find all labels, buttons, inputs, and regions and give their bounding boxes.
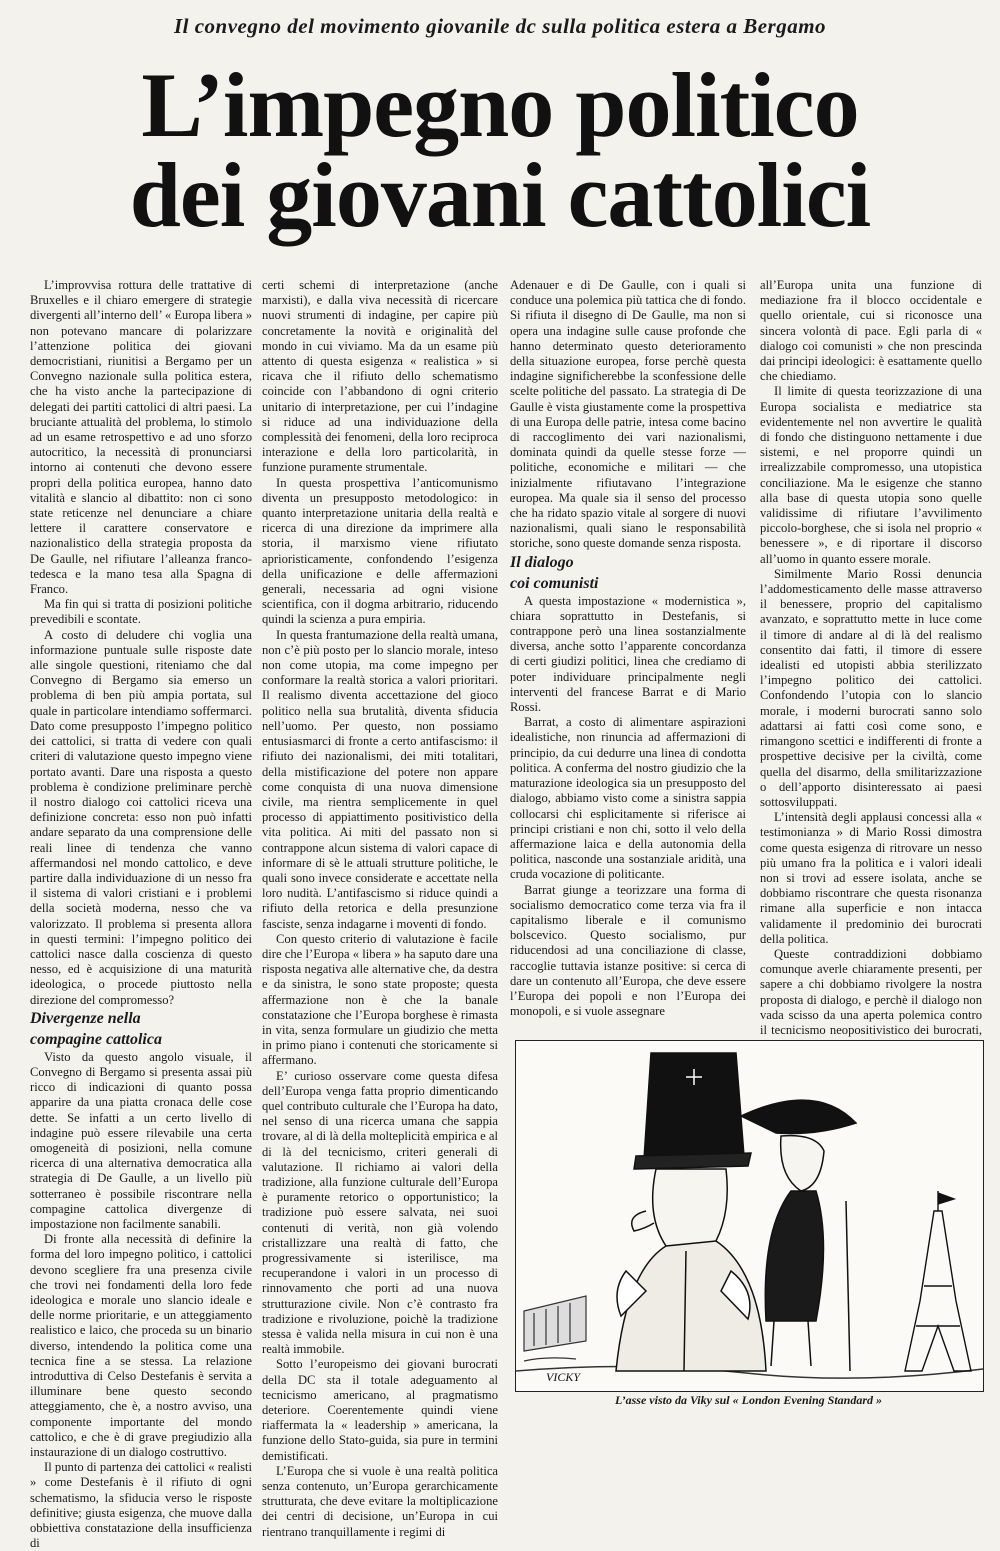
paragraph: Il punto di partenza dei cattolici « realisti » come Destefanis è il rifiuto di ogni schematismo, la sfiducia verso le risposte definitive; giusta esigenza, che muove dalla obbiettiva constatazione della insufficienza di bbox=[30, 1460, 252, 1551]
headline-line-2: dei giovani cattolici bbox=[129, 144, 871, 246]
cartoon-illustration bbox=[515, 1040, 984, 1392]
eiffel-tower-drawing bbox=[905, 1191, 971, 1371]
tall-figure bbox=[616, 1053, 766, 1371]
paragraph: Similmente Mario Rossi denuncia l’addomesticamento delle masse attraverso il benessere, proprio del capitalismo avanzato, e soprattutto mette in luce come il timore di andare al di là del realismo consentito dai fatti, il timore di essere idealisti ed utopisti abbia sterilizzato l’impegno politico dei cattolici. Confondendo l’utopia con lo slancio morale, i moderni burocrati sanno solo adattarsi ai fatti così come sono, e rimangono scettici e indifferenti di fronte a prospettive decisive per la civiltà, come quella del disarmo, della smilitarizzazione o dell’apporto disinteressato ai paesi sottosviluppati. bbox=[760, 566, 982, 809]
paragraph: In questa frantumazione della realtà umana, non c’è più posto per lo slancio morale, inteso non come utopia, ma come impegno per conformare la realtà storica a valori prioritari. Il realismo diventa accettazione del gioco politico nella sua brutalità, diventa sfiducia nell’uomo. Per questo, non possiamo entusiasmarci di fronte a certo antifascismo: il rifiuto dei nazionalismi, dei miti totalitari, della mistificazione del potere non appare come conquista di una nuova dimensione civile, ma rientra semplicemente in quel processo di appiattimento positivistico della vita politica. Ai miti del passato non si contrappone alcun sistema di valori capace di informare di sè le attuali strutture politiche, le quali sono invece considerate e accettate nella loro nudità. L’antifascismo si riduce quindi a rifiuto della retorica e della presunzione fasciste, senza indagarne i moventi di fondo. bbox=[262, 627, 498, 931]
paragraph: Visto da questo angolo visuale, il Convegno di Bergamo si presenta assai più ricco di indicazioni di quanto possa apparire da una piatta cronaca delle cose dette. Se infatti a un certo livello di indagine può essere rilevabile una certa omogeneità di posizioni, nella comune ricerca di una alternativa democratica alla strategia di De Gaulle, a un livello più sotterraneo è possibile riscontrare nella compagine cattolica divergenze di impostazione non facilmente sanabili. bbox=[30, 1049, 252, 1231]
paragraph: L’intensità degli applausi concessi alla « testimonianza » di Mario Rossi dimostra come questa esigenza di ritrovare un nesso più umano fra la politica e i valori ideali non si trovi ad essere isolata, anche se dobbiamo riscontrare che questa risonanza rimane alla superficie e non intacca validamente il predominio dei burocrati della politica. bbox=[760, 810, 982, 946]
paragraph: In questa prospettiva l’anticomunismo diventa un presupposto metodologico: in quanto interpretazione unitaria della realtà e ricerca di una direzione da imprimere alla storia, il marxismo viene rifiutato aprioristicamente, confondendo l’esigenza della unificazione e delle affermazioni generali, necessaria ad ogni visione scientifica, con il dogma arbitrario, riducendo quindi la scienza a pura empiria. bbox=[262, 475, 498, 627]
paragraph: certi schemi di interpretazione (anche marxisti), e dalla viva necessità di ricercare nuovi strumenti di indagine, per capire più concretamente la novità e originalità del mondo in cui viviamo. Ma da un esame più attento di questa esigenza « realistica » si ricava che il rifiuto dello schematismo coincide con l’abbandono di ogni criterio unitario di interpretazione, per cui l’indagine si riduce ad una individuazione della complessità dei fenomeni, della loro reciproca interazione e della loro particolarità, in funzione puramente strumentale. bbox=[262, 278, 498, 475]
column-4 bbox=[760, 278, 982, 1078]
section-heading bbox=[30, 1008, 252, 1050]
paragraph: A questa impostazione « modernistica », chiara soprattutto in Destefanis, si contrappone però una linea sostanzialmente diversa, anche sotto l’apparente concordanza di certi giudizi politici, linea che crediamo di poter individuare principalmente negli interventi del francese Barrat e di Mario Rossi. bbox=[510, 593, 746, 715]
headline bbox=[0, 54, 1000, 246]
section-heading-line-2: coi comunisti bbox=[510, 574, 599, 592]
artist-signature: VICKY bbox=[546, 1370, 581, 1384]
paragraph: Adenauer e di De Gaulle, con i quali si conduce una polemica più tattica che di fondo. Si rifiuta il disegno di De Gaulle, ma non si opera una indagine sulle cause profonde che hanno determinato questo deterioramento della situazione europea, forse perchè questa indagine significherebbe la sconfessione delle scelte politiche del passato. La strategia di De Gaulle è vista giustamente come la prospettiva di una Europa delle patrie, intesa come bacino di raccoglimento dei vari nazionalismi, dominata quindi da quelle stesse forze — politiche, economiche e militari — che inizialmente rifiutavano l’integrazione europea. Ma quale sia il senso del processo che ha ridato spazio vitale al sorgere di nuovi nazionalismi, quali siano le responsabilità storiche, sono queste domande senza risposta. bbox=[510, 278, 746, 551]
paragraph: Il limite di questa teorizzazione di una Europa socialista e mediatrice sta evidentemente nel non avvertire le qualità di fondo che distinguono nettamente i due sistemi, e nel proporre quindi un irrealizzabile compromesso, una utopistica conciliazione. Ma le esigenze che stanno alla base di questa utopia sono quelle validissime di rifiutare l’avvilimento piccolo-borghese, che si isola nel proprio « benessere », e di riportare il discorso all’uomo in quanto essere morale. bbox=[760, 384, 982, 566]
column-2 bbox=[262, 278, 498, 1539]
paragraph: Con questo criterio di valutazione è facile dire che l’Europa « libera » ha saputo dare una risposta negativa alle alternative che, da destra e da sinistra, le sono state proposte; questa affermazione non è che la banale constatazione che l’Europa borghese è rimasta in vita, senza formulare un giudizio che metta in primo piano i contenuti che storicamente si affermano. bbox=[262, 931, 498, 1068]
paragraph: L’Europa che si vuole è una realtà politica senza contenuto, un’Europa gerarchicamente strutturata, che deve evitare la moltiplicazione dei centri di decisione, un’Europa in cui rientrano tranquillamente i regimi di bbox=[262, 1463, 498, 1539]
cartoon-drawing bbox=[516, 1041, 983, 1391]
column-3 bbox=[510, 278, 746, 1019]
column-1 bbox=[30, 278, 252, 1551]
headline-line-1: L’impegno politico bbox=[141, 54, 859, 156]
paragraph: L’improvvisa rottura delle trattative di Bruxelles e il chiaro emergere di strategie divergenti all’interno dell’ « Europa libera » non potevano mancare di polarizzare l’attenzione politica dei giovani democristiani, riunitisi a Bergamo per un Convegno nazionale sulla politica estera, che ha visto anche la partecipazione di delegati dei partiti cattolici di altri paesi. La bruciante attualità del problema, lo stimolo ad un esame retrospettivo e ad uno sforzo autocritico, la necessità di pronunciarsi intorno ai contenuti che devono essere propri della politica europea, hanno dato vitalità e slancio al dibattito: non ci sono state reticenze nel denunciare a chiare lettere il carattere conservatore e nazionalistico della strategia proposta da De Gaulle, nel rifiutare l’alleanza franco-tedesca e la mano tesa alla Spagna di Franco. bbox=[30, 278, 252, 597]
paragraph: E’ curioso osservare come questa difesa dell’Europa venga fatta proprio dimenticando quel contributo culturale che l’Europa ha dato, nel senso di una ricerca umana che sappia trovare, al di là della molteplicità empirica e al di là del tecnicismo, criteri generali di valutazione. Il richiamo ai valori della tradizione, alla funzione culturale dell’Europa è puramente retorico o opportunistico; la tradizione può essere salvata, nei suoi contenuti di verità, non già volendo cristallizzare una realtà di fatto, che progressivamente si isterilisce, ma recuperandone i valori in un processo di rinnovamento che porti ad una nuova strutturazione civile. Non c’è contrasto fra tradizione e rivoluzione, poichè la tradizione stessa è valida nella misura in cui non è una realtà immobile. bbox=[262, 1068, 498, 1357]
paragraph: all’Europa unita una funzione di mediazione fra il blocco occidentale e quello orientale, cui si riconosce una sincera volontà di pace. Egli parla di « dialogo coi comunisti » che non prescinda dai principi ideologici: è esattamente quello che chiediamo. bbox=[760, 278, 982, 384]
section-heading-line-1: Il dialogo bbox=[510, 553, 574, 571]
paragraph: Queste contraddizioni dobbiamo comunque averle chiaramente presenti, per sapere a chi dobbiamo rivolgere la nostra proposta di dialogo, e perchè il dialogo non vada scisso da una aperta polemica contro il tecnicismo neopositivistico dei burocrati, bbox=[760, 946, 982, 1037]
building-drawing bbox=[524, 1296, 586, 1361]
paragraph: Barrat, a costo di alimentare aspirazioni idealistiche, non rinuncia ad affermazioni di principio, da cui dedurre una linea di condotta politica. A conferma del nostro giudizio che la maturazione ideologica sia un presupposto del dialogo, abbiamo visto come a sinistra sappia collocarsi chi esplicitamente si riferisce ai principi cristiani e non chi, sotto il velo della affermazione laica e della autonomia della politica, nasconde una sostanziale aridità, una cruda vocazione di politicante. bbox=[510, 715, 746, 882]
section-heading-line-2: compagine cattolica bbox=[30, 1030, 162, 1048]
paragraph: Di fronte alla necessità di definire la forma del loro impegno politico, i cattolici devono scegliere fra una presenza civile che trovi nei fondamenti della loro fede ideologica e morale uno slancio ideale e delle norme prioritarie, e un atteggiamento realistico e laico, che proceda su un binario diverso, intendendo la politica come una tecnica fine a se stessa. La relazione introduttiva di Celso Destefanis è servita a illuminare bene questo secondo atteggiamento, che è, a nostro avviso, una componente importante del mondo cattolico, e che è di grave pregiudizio alla instaurazione di un dialogo costruttivo. bbox=[30, 1232, 252, 1460]
cartoon-caption: L’asse visto da Viky sul « London Evening Standard » bbox=[614, 1393, 883, 1407]
paragraph: Sotto l’europeismo dei giovani burocrati della DC sta il totale adeguamento al tecnicismo americano, al pragmatismo deteriore. Coerentemente quindi viene riaffermata la « leadership » americana, la funzione dello Stato-guida, sia pure in termini demistificati. bbox=[262, 1357, 498, 1463]
section-heading bbox=[510, 552, 746, 594]
paragraph: Barrat giunge a teorizzare una forma di socialismo democratico come terza via fra il capitalismo liberale e il comunismo bolscevico. Questo socialismo, pur riducendosi ad una conciliazione di classe, raccoglie tuttavia istanze positive: si cerca di dare un contenuto all’Europa, che deve essere l’Europa dei popoli e non l’Europa dei monopoli, e si vuole assegnare bbox=[510, 882, 746, 1019]
paragraph: A costo di deludere chi voglia una informazione puntuale sulle risposte date alle singole questioni, riteniamo che dal Convegno di Bergamo sia emerso un problema di ben più ampia portata, sul quale in particolare intendiamo soffermarci. Dato come presupposto l’impegno politico dei cattolici, si tratta di vedere con quali criteri di valutazione questo impegno viene portato avanti. Dare una risposta a questo problema è condizione preliminare perchè il nostro dialogo coi cattolici riceva una definizione concreta: esso non può infatti andare separato da una comprensione delle reali linee di tendenza che vanno affermandosi nel mondo cattolico, e deve partire dalla individuazione di un nesso fra il sistema di valori cristiani e i problemi della società moderna, nesso che va valorizzato. Il problema si presenta allora in questi termini: l’impegno politico dei cattolici nasce dalla coscienza di questo nesso, ed è acquisizione di una maturità ideologica, o procede piuttosto nella direzione del compromesso? bbox=[30, 627, 252, 1007]
paragraph: Ma fin qui si tratta di posizioni politiche prevedibili e scontate. bbox=[30, 597, 252, 627]
kicker: Il convegno del movimento giovanile dc sulla politica estera a Bergamo bbox=[173, 14, 827, 38]
section-heading-line-1: Divergenze nella bbox=[30, 1009, 141, 1027]
